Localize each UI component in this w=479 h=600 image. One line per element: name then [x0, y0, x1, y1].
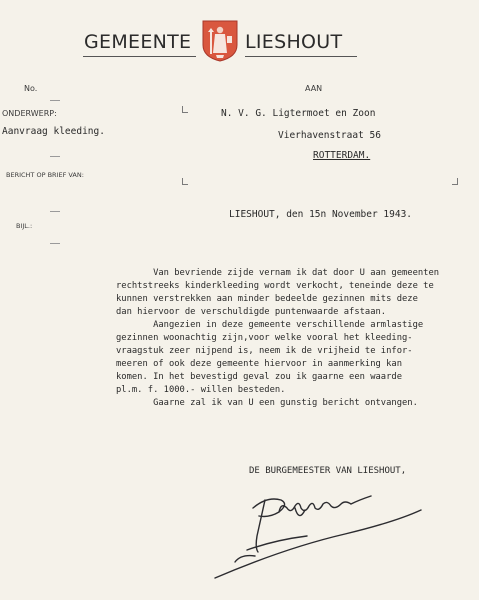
- coat-of-arms-icon: [201, 19, 239, 63]
- body-line: Van bevriende zijde vernam ik dat door U aan gemeenten: [116, 268, 440, 278]
- label-aan: AAN: [305, 84, 323, 93]
- address-mark-bottom-arm: [182, 184, 188, 185]
- label-no: No.: [24, 84, 38, 93]
- label-bericht: BERICHT OP BRIEF VAN:: [6, 171, 84, 179]
- address-mark-right-arm: [452, 184, 458, 185]
- letterhead-rule-right: [245, 56, 357, 57]
- body-line: Gaarne zal ik van U een gunstig bericht ontvangen.: [116, 398, 418, 408]
- subject-text: Aanvraag kleeding.: [2, 126, 105, 137]
- date-line: LIESHOUT, den 15n November 1943.: [229, 209, 413, 220]
- recipient-name: N. V. G. Ligtermoet en Zoon: [221, 108, 376, 119]
- form-line-subject: [50, 156, 60, 157]
- letterhead-gemeente: GEMEENTE: [84, 31, 192, 53]
- body-line: rechtstreeks kinderkleeding wordt verkocht, teneinde deze te: [116, 281, 434, 291]
- handwritten-signature-icon: [195, 478, 425, 588]
- label-onderwerp: ONDERWERP:: [2, 109, 57, 118]
- recipient-street: Vierhavenstraat 56: [278, 130, 381, 141]
- body-line: pl.m. f. 1000.- willen besteden.: [116, 385, 286, 395]
- label-bijl: BIJL.:: [16, 222, 33, 230]
- form-line-no: [50, 100, 60, 101]
- form-line-bijl: [50, 243, 60, 244]
- letter-body: [116, 267, 439, 410]
- signature-title: DE BURGEMEESTER VAN LIESHOUT,: [249, 466, 407, 476]
- body-line: komen. In het bevestigd geval zou ik gaarne een waarde: [116, 372, 402, 382]
- body-line: kunnen verstrekken aan minder bedeelde gezinnen mits deze: [116, 294, 418, 304]
- letterhead-rule-left: [83, 56, 196, 57]
- body-line: gezinnen woonachtig zijn,voor welke vooral het kleeding-: [116, 333, 413, 343]
- form-line-bericht: [50, 211, 60, 212]
- body-line: Aangezien in deze gemeente verschillende armlastige: [116, 320, 424, 330]
- body-line: dan hiervoor de verschuldigde puntenwaarde afstaan.: [116, 307, 387, 317]
- body-line: meeren of ook deze gemeente hiervoor in aanmerking kan: [116, 359, 402, 369]
- letterhead-lieshout: LIESHOUT: [245, 31, 343, 53]
- recipient-city: ROTTERDAM.: [313, 150, 371, 161]
- address-mark-top-arm: [182, 112, 188, 113]
- body-line: vraagstuk zeer nijpend is, neem ik de vrijheid te infor-: [116, 346, 413, 356]
